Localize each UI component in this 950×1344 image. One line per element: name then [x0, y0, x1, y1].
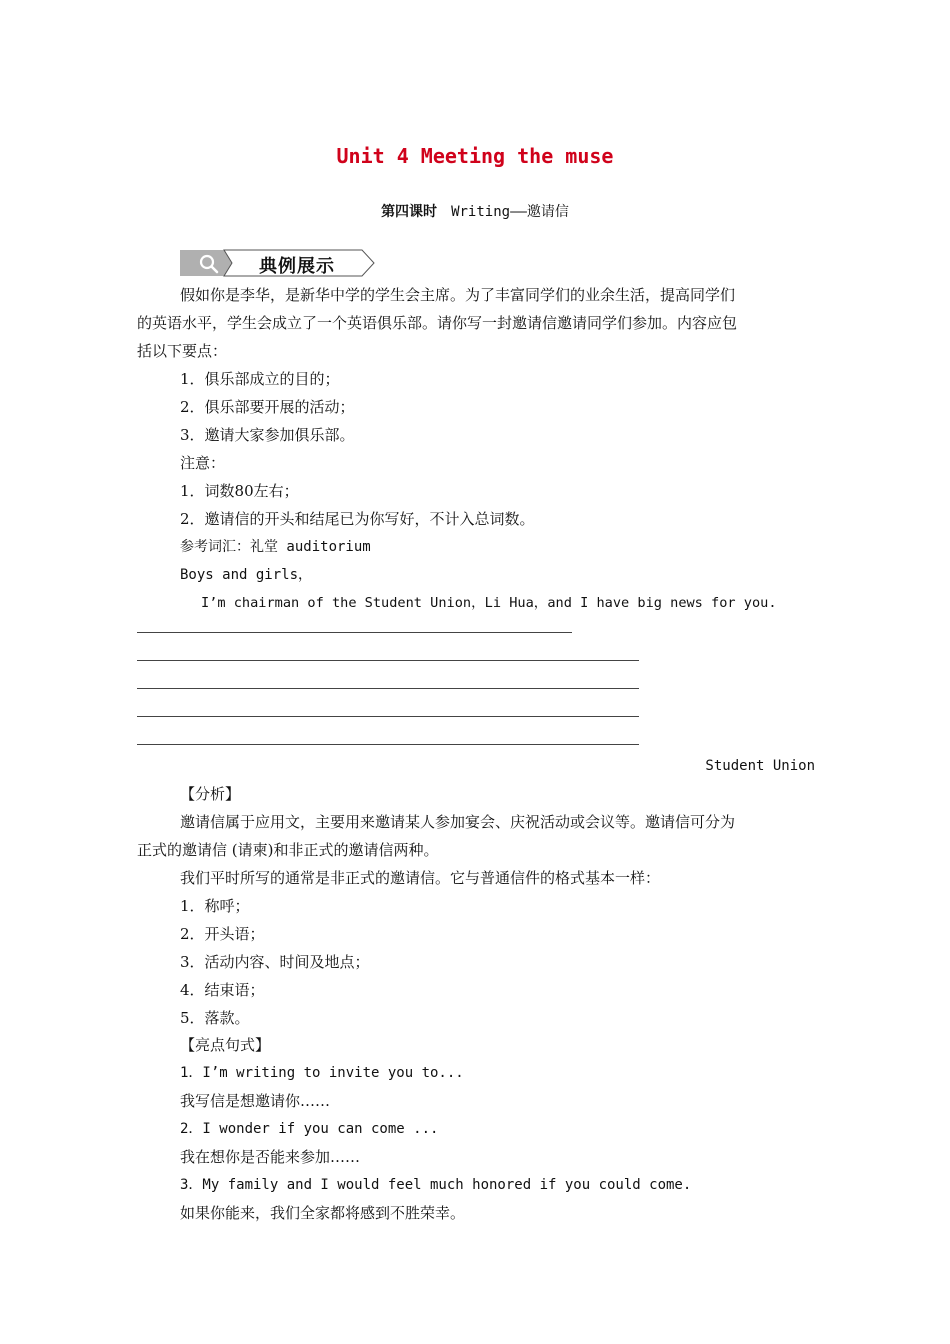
prompt-point-2: 2．俱乐部要开展的活动；	[180, 398, 355, 416]
prompt-para-line3: 括以下要点：	[137, 342, 228, 360]
section-banner-label: 典例展示	[259, 256, 335, 277]
note-1: 1．词数80左右；	[180, 482, 299, 500]
answer-blank-line[interactable]	[137, 660, 639, 661]
answer-blank-line[interactable]	[137, 716, 639, 717]
answer-blank-line[interactable]	[137, 632, 572, 633]
analysis-item-1: 1．称呼；	[180, 897, 250, 915]
highlight-sentence-2: 2．I wonder if you can come ...	[180, 1121, 439, 1137]
highlight-translation-2: 我在想你是否能来参加……	[180, 1148, 361, 1166]
page-title: Unit 4 Meeting the muse	[336, 144, 614, 168]
analysis-item-5: 5．落款。	[180, 1009, 250, 1027]
prompt-point-3: 3．邀请大家参加俱乐部。	[180, 426, 355, 444]
highlights-label: 【亮点句式】	[180, 1036, 271, 1054]
highlight-sentence-3: 3．My family and I would feel much honored if you could come.	[180, 1177, 692, 1193]
lesson-subtitle	[0, 201, 950, 221]
analysis-item-3: 3．活动内容、时间及地点；	[180, 953, 370, 971]
prompt-para-line2: 的英语水平，学生会成立了一个英语俱乐部。请你写一封邀请信邀请同学们参加。内容应包	[137, 314, 738, 332]
analysis-para1-line2: 正式的邀请信 (请柬)和非正式的邀请信两种。	[137, 841, 439, 859]
prompt-point-1: 1．俱乐部成立的目的；	[180, 370, 340, 388]
lesson-number: 第四课时	[381, 204, 438, 220]
letter-greeting: Boys and girls，	[180, 567, 313, 583]
highlight-translation-3: 如果你能来，我们全家都将感到不胜荣幸。	[180, 1204, 466, 1222]
analysis-para2: 我们平时所写的通常是非正式的邀请信。它与普通信件的格式基本一样：	[180, 869, 661, 887]
lesson-topic: Writing——邀请信	[451, 204, 569, 220]
letter-opening: I’m chairman of the Student Union，Li Hua，and I have big news for you.	[201, 595, 777, 611]
analysis-label: 【分析】	[180, 785, 241, 803]
letter-signature: Student Union	[705, 758, 815, 774]
highlight-sentence-1: 1．I’m writing to invite you to...	[180, 1065, 464, 1081]
analysis-item-4: 4．结束语；	[180, 981, 265, 999]
note-label: 注意：	[180, 454, 226, 472]
vocab-hint: 参考词汇：礼堂 auditorium	[180, 539, 371, 555]
answer-blank-line[interactable]	[137, 744, 639, 745]
note-2: 2．邀请信的开头和结尾已为你写好，不计入总词数。	[180, 510, 535, 528]
analysis-item-2: 2．开头语；	[180, 925, 265, 943]
prompt-para-line1: 假如你是李华，是新华中学的学生会主席。为了丰富同学们的业余生活，提高同学们	[180, 286, 736, 304]
highlight-translation-1: 我写信是想邀请你……	[180, 1092, 331, 1110]
analysis-para1-line1: 邀请信属于应用文，主要用来邀请某人参加宴会、庆祝活动或会议等。邀请信可分为	[180, 813, 736, 831]
answer-blank-line[interactable]	[137, 688, 639, 689]
